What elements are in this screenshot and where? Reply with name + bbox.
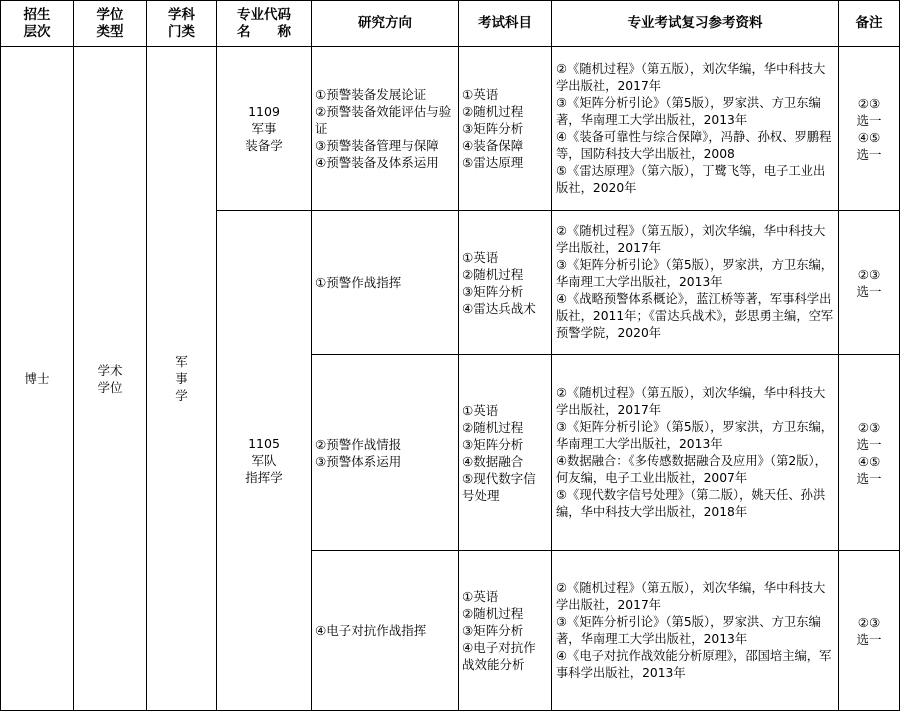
header-remarks: 备注 [839, 1, 900, 47]
subjects-cell: ①英语 ②随机过程 ③矩阵分析 ④雷达兵战术 [459, 211, 552, 355]
subjects-cell: ①英语 ②随机过程 ③矩阵分析 ④数据融合 ⑤现代数字信号处理 [459, 355, 552, 551]
remarks-cell: ②③ 选一 ④⑤ 选一 [839, 355, 900, 551]
direction-cell: ①预警装备发展论证 ②预警装备效能评估与验证 ③预警装备管理与保障 ④预警装备及体系运用 [312, 47, 459, 211]
references-cell: ②《随机过程》（第五版），刘次华编，华中科技大学出版社，2017年 ③《矩阵分析引论》（第5版），罗家洪，方卫东编，华南理工大学出版社，2013年 ④《战略预警体系概论》，蓝江桥等著，军事科学出版社，2011年；《雷达兵战术》，彭思勇主编，空军预警学院，2020年 [552, 211, 839, 355]
header-direction: 研究方向 [312, 1, 459, 47]
remarks-cell: ②③ 选一 [839, 551, 900, 711]
header-subjects: 考试科目 [459, 1, 552, 47]
direction-cell: ①预警作战指挥 [312, 211, 459, 355]
major-cell-1109: 1109 军事 装备学 [217, 47, 312, 211]
references-cell: ②《随机过程》（第五版），刘次华编，华中科技大学出版社，2017年 ③《矩阵分析引论》（第5版），罗家洪、方卫东编著，华南理工大学出版社，2013年 ④《装备可靠性与综合保障》，冯静、孙权、罗鹏程等，国防科技大学出版社，2008 ⑤《雷达原理》（第六版），丁鹭飞等，电子工业出版社，2020年 [552, 47, 839, 211]
header-degree-type: 学位 类型 [74, 1, 147, 47]
references-cell: ②《随机过程》（第五版），刘次华编，华中科技大学出版社，2017年 ③《矩阵分析引论》（第5版），罗家洪，方卫东编，华南理工大学出版社，2013年 ④数据融合：《多传感数据融合及应用》（第2版），何友编，电子工业出版社，2007年 ⑤《现代数字信号处理》（第二版），姚天任、孙洪编，华中科技大学出版社，2018年 [552, 355, 839, 551]
level-cell: 博士 [1, 47, 74, 711]
major-cell-1105: 1105 军队 指挥学 [217, 211, 312, 711]
subjects-cell: ①英语 ②随机过程 ③矩阵分析 ④电子对抗作战效能分析 [459, 551, 552, 711]
header-major-code: 专业代码 名 称 [217, 1, 312, 47]
header-references: 专业考试复习参考资料 [552, 1, 839, 47]
header-row [1, 1, 900, 47]
subjects-cell: ①英语 ②随机过程 ③矩阵分析 ④装备保障 ⑤雷达原理 [459, 47, 552, 211]
header-discipline: 学科 门类 [147, 1, 217, 47]
header-level: 招生 层次 [1, 1, 74, 47]
discipline-cell: 军 事 学 [147, 47, 217, 711]
remarks-cell: ②③ 选一 [839, 211, 900, 355]
remarks-cell: ②③ 选一 ④⑤ 选一 [839, 47, 900, 211]
direction-cell: ②预警作战情报 ③预警体系运用 [312, 355, 459, 551]
degree-type-cell: 学术 学位 [74, 47, 147, 711]
references-cell: ②《随机过程》（第五版），刘次华编，华中科技大学出版社，2017年 ③《矩阵分析引论》（第5版），罗家洪、方卫东编著，华南理工大学出版社，2013年 ④《电子对抗作战效能分析原理》，邵国培主编，军事科学出版社，2013年 [552, 551, 839, 711]
table-row [1, 47, 900, 211]
direction-cell: ④电子对抗作战指挥 [312, 551, 459, 711]
